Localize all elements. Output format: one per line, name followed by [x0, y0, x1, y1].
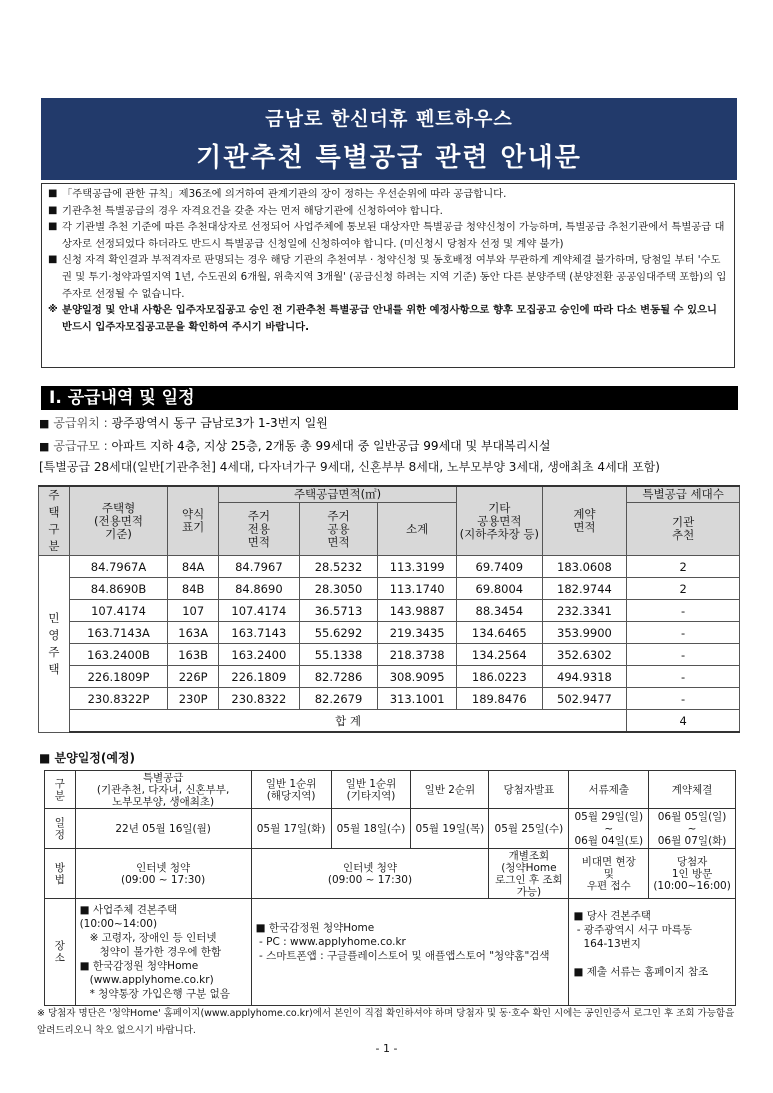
schedule-table — [44, 770, 736, 1006]
place-docs: ■ 당사 견본주택 - 광주광역시 서구 마륵동 164-13번지 ■ 제출 서류는 홈페이지 참조 — [569, 899, 736, 1006]
notice-text: 분양일정 및 안내 사항은 입주자모집공고 승인 전 기관추천 특별공급 안내를 위한 예정사항으로 향후 모집공고 승인에 따라 다소 변동될 수 있으니 반드시 입주자모집공고문을 확인하여 주시기 바랍니다. — [62, 304, 717, 333]
cell: 84.8690B — [69, 578, 168, 600]
cell: 219.3435 — [378, 622, 457, 644]
location-value: 광주광역시 동구 금남로3가 1-3번지 일원 — [111, 416, 328, 430]
cell: 163B — [168, 644, 219, 666]
cell: 82.2679 — [299, 688, 378, 710]
cell: 28.5232 — [299, 556, 378, 578]
cell: 134.6465 — [457, 622, 543, 644]
bullet-icon: ■ — [48, 188, 58, 199]
note-mark-icon: ※ — [48, 304, 58, 316]
header-area: 주택공급면적(㎡) — [219, 486, 457, 503]
cell: 182.9744 — [542, 578, 627, 600]
cell: 55.1338 — [299, 644, 378, 666]
cell: - — [627, 688, 740, 710]
cell: 107.4174 — [219, 600, 300, 622]
cell: 232.3341 — [542, 600, 627, 622]
notice-box — [41, 183, 735, 368]
scale-value: 아파트 지하 4층, 지상 25층, 2개동 총 99세대 중 일반공급 99세대 및 부대복리시설 — [111, 439, 551, 453]
title-line-1: 금남로 한신더휴 펜트하우스 — [265, 108, 513, 130]
cell: 230P — [168, 688, 219, 710]
page-number: - 1 - — [375, 1042, 398, 1055]
cell: 163A — [168, 622, 219, 644]
header-model: 주택형 (전용면적 기준) — [69, 486, 168, 556]
notice-text: 신청 자격 확인결과 부적격자로 판명되는 경우 해당 기관의 추천여부 · 청약신청 및 동호배정 여부와 무관하게 계약체결 불가하며, 당첨일 부터 '수도권 및 투기·청약과열지역 1년, 수도권외 6개월, 위축지역 3개월' (공급신청 하려는 지역 기준) 동안 다른 분양주택 (분양전환 공공임대주택 포함)의 입주자로 선정될 수 없습니다. — [62, 254, 727, 300]
cell: 88.3454 — [457, 600, 543, 622]
special-supply-note: [특별공급 28세대(일반[기관추천] 4세대, 다자녀가구 9세대, 신혼부부 8세대, 노부모부양 3세대, 생애최초 4세대 포함) — [39, 460, 660, 474]
footnote: ※ 당첨자 명단은 '청약Home' 홈페이지(www.applyhome.co.kr)에서 본인이 직접 확인하셔야 하며 당첨자 및 동·호수 확인 시에는 공인인증서 로그인 후 조회 가능함을 알려드리오니 착오 없으시기 바랍니다. — [37, 1008, 735, 1036]
cell: 28.3050 — [299, 578, 378, 600]
method-docs: 비대면 현장 및 우편 접수 — [569, 849, 649, 899]
bullet-icon: ■ — [48, 204, 58, 216]
cell: 189.8476 — [457, 688, 543, 710]
date-g1-other: 05월 18일(수) — [331, 809, 411, 849]
cell: 69.7409 — [457, 556, 543, 578]
schedule-heading: ■ 분양일정(예정) — [39, 751, 136, 765]
header-institution: 기관 추천 — [627, 503, 740, 556]
group-label: 민 영 주 택 — [39, 556, 70, 733]
header-short: 약식 표기 — [168, 486, 219, 556]
cell: 353.9900 — [542, 622, 627, 644]
place-special: ■ 사업주체 견본주택(10:00~14:00) ※ 고령자, 장애인 등 인터넷 청약이 불가한 경우에 한함 ■ 한국감정원 청약Home (www.applyhome.co.kr) * 청약통장 가입은행 구분 없음 — [75, 899, 251, 1006]
header-contract: 계약체결 — [649, 771, 736, 809]
header-type: 주 택 구 분 — [39, 486, 70, 556]
cell: 84B — [168, 578, 219, 600]
cell: 308.9095 — [378, 666, 457, 688]
notice-item — [46, 203, 730, 220]
notice-item — [46, 252, 730, 302]
date-winner: 05월 25일(수) — [489, 809, 569, 849]
cell: - — [627, 622, 740, 644]
cell: 313.1001 — [378, 688, 457, 710]
section-header: Ⅰ. 공급내역 및 일정 — [41, 386, 738, 410]
cell: 502.9477 — [542, 688, 627, 710]
header-division: 구 분 — [45, 771, 76, 809]
header-exclusive: 주거 전용 면적 — [219, 503, 300, 556]
cell: 230.8322 — [219, 688, 300, 710]
total-value: 4 — [627, 710, 740, 733]
scale-label: 공급규모 : — [53, 439, 108, 453]
cell: - — [627, 600, 740, 622]
bullet-icon: ■ — [48, 254, 58, 266]
cell: 163.7143A — [69, 622, 168, 644]
notice-item — [46, 186, 730, 203]
cell: 494.9318 — [542, 666, 627, 688]
row-label-date: 일 정 — [45, 809, 76, 849]
notice-item — [46, 219, 730, 252]
notice-text: 기관추천 특별공급의 경우 자격요건을 갖춘 자는 먼저 해당기관에 신청하여야 합니다. — [62, 204, 443, 217]
location-label: 공급위치 : — [53, 416, 108, 430]
cell: 82.7286 — [299, 666, 378, 688]
cell: 36.5713 — [299, 600, 378, 622]
bullet-icon: ■ — [48, 221, 58, 233]
header-subtotal: 소계 — [378, 503, 457, 556]
cell: 226.1809P — [69, 666, 168, 688]
method-general: 인터넷 청약 (09:00 ~ 17:30) — [251, 849, 489, 899]
cell: 84.7967A — [69, 556, 168, 578]
method-winner: 개별조회 (청약Home 로그인 후 조회 가능) — [489, 849, 569, 899]
cell: 226.1809 — [219, 666, 300, 688]
header-other: 기타 공용면적 (지하주차장 등) — [457, 486, 543, 556]
notice-text: 「주택공급에 관한 규칙」제36조에 의거하여 관계기관의 장이 정하는 우선순위에 따라 공급합니다. — [62, 188, 507, 200]
cell: 134.2564 — [457, 644, 543, 666]
header-g2: 일반 2순위 — [411, 771, 489, 809]
date-g1-local: 05월 17일(화) — [251, 809, 331, 849]
header-g1-local: 일반 1순위 (해당지역) — [251, 771, 331, 809]
cell: 84.7967 — [219, 556, 300, 578]
notice-item-warning — [46, 302, 730, 335]
supply-table — [38, 485, 740, 733]
cell: 107 — [168, 600, 219, 622]
cell: 113.1740 — [378, 578, 457, 600]
cell: 107.4174 — [69, 600, 168, 622]
row-label-place: 장 소 — [45, 899, 76, 1006]
cell: - — [627, 644, 740, 666]
cell: 230.8322P — [69, 688, 168, 710]
place-general: ■ 한국감정원 청약Home - PC : www.applyhome.co.kr - 스마트폰앱 : 구글플레이스토어 및 애플앱스토어 "청약홈"검색 — [251, 899, 569, 1006]
cell: 163.2400B — [69, 644, 168, 666]
header-special: 특별공급 세대수 — [627, 486, 740, 503]
cell: 2 — [627, 556, 740, 578]
header-docs: 서류제출 — [569, 771, 649, 809]
bullet-icon: ■ — [39, 751, 55, 765]
cell: 183.0608 — [542, 556, 627, 578]
date-special: 22년 05월 16일(월) — [75, 809, 251, 849]
cell: 186.0223 — [457, 666, 543, 688]
cell: 2 — [627, 578, 740, 600]
date-contract: 06월 05일(일) ~ 06월 07일(화) — [649, 809, 736, 849]
header-contract: 계약 면적 — [542, 486, 627, 556]
header-common: 주거 공용 면적 — [299, 503, 378, 556]
method-contract: 당첨자 1인 방문 (10:00~16:00) — [649, 849, 736, 899]
title-banner — [41, 98, 737, 180]
method-special: 인터넷 청약 (09:00 ~ 17:30) — [75, 849, 251, 899]
cell: 113.3199 — [378, 556, 457, 578]
supply-location — [39, 414, 328, 433]
cell: 143.9887 — [378, 600, 457, 622]
cell: 163.7143 — [219, 622, 300, 644]
bullet-icon: ■ — [39, 417, 50, 430]
header-winner: 당첨자발표 — [489, 771, 569, 809]
title-line-2: 기관추천 특별공급 관련 안내문 — [196, 143, 582, 173]
notice-text: 각 기관별 추천 기준에 따른 추천대상자로 선정되어 사업주체에 통보된 대상자만 특별공급 청약신청이 가능하며, 특별공급 추천기관에서 특별공급 대상자로 선정되었다 하더라도 반드시 특별공급 신청일에 신청하여야 합니다. (미신청시 당첨자 선정 및 계약 불가) — [62, 221, 725, 250]
cell: 352.6302 — [542, 644, 627, 666]
cell: - — [627, 666, 740, 688]
cell: 84.8690 — [219, 578, 300, 600]
row-label-method: 방 법 — [45, 849, 76, 899]
cell: 218.3738 — [378, 644, 457, 666]
date-g2: 05월 19일(목) — [411, 809, 489, 849]
total-label: 합 계 — [69, 710, 627, 733]
cell: 226P — [168, 666, 219, 688]
header-g1-other: 일반 1순위 (기타지역) — [331, 771, 411, 809]
cell: 69.8004 — [457, 578, 543, 600]
header-special: 특별공급 (기관추천, 다자녀, 신혼부부, 노부모부양, 생애최초) — [75, 771, 251, 809]
cell: 84A — [168, 556, 219, 578]
cell: 163.2400 — [219, 644, 300, 666]
supply-scale — [39, 437, 551, 456]
cell: 55.6292 — [299, 622, 378, 644]
date-docs: 05월 29일(일) ~ 06월 04일(토) — [569, 809, 649, 849]
bullet-icon: ■ — [39, 440, 50, 453]
